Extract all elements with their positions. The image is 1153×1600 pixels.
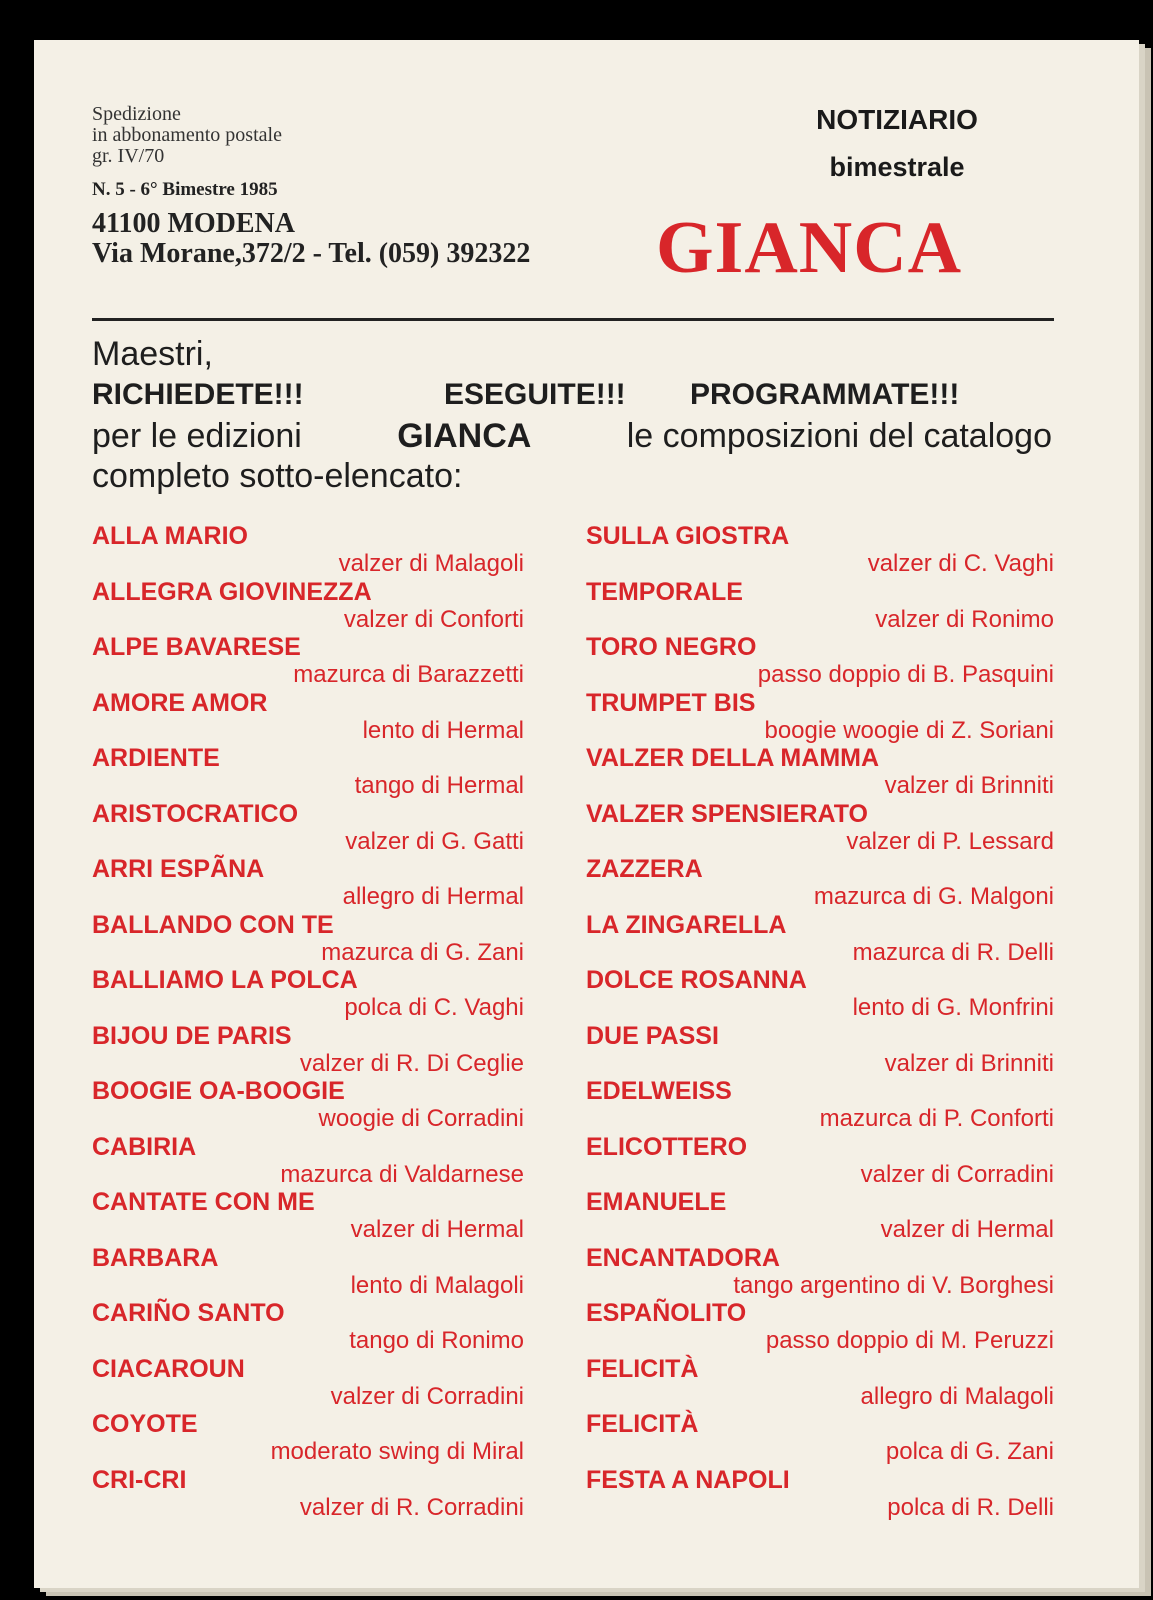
song-description: mazurca di Valdarnese bbox=[280, 1160, 524, 1188]
song-description: woogie di Corradini bbox=[318, 1105, 524, 1132]
catalog-entry bbox=[92, 689, 524, 745]
song-title: FELICITÀ bbox=[586, 1410, 699, 1438]
song-title: EDELWEISS bbox=[586, 1077, 732, 1105]
catalog-entry bbox=[92, 1244, 524, 1300]
catalog-entry bbox=[92, 855, 524, 911]
song-description: passo doppio di B. Pasquini bbox=[757, 661, 1054, 688]
song-description: allegro di Hermal bbox=[342, 883, 524, 910]
catalog-entry bbox=[92, 1077, 524, 1133]
song-description: mazurca di R. Delli bbox=[852, 938, 1054, 966]
song-description: tango argentino di V. Borghesi bbox=[733, 1271, 1054, 1299]
intro-text bbox=[92, 334, 1052, 496]
catalog-entry bbox=[586, 744, 1054, 800]
song-title: ARISTOCRATICO bbox=[92, 799, 299, 828]
song-title: BALLANDO CON TE bbox=[92, 910, 334, 939]
song-description: valzer di G. Gatti bbox=[345, 827, 524, 855]
song-title: BARBARA bbox=[92, 1243, 219, 1272]
catalog-entry bbox=[92, 522, 524, 578]
song-description: valzer di R. Corradini bbox=[299, 1493, 524, 1521]
catalog-entry bbox=[92, 1299, 524, 1355]
song-description: tango di Hermal bbox=[354, 772, 524, 799]
song-title: BOOGIE OA-BOOGIE bbox=[92, 1077, 345, 1105]
intro-calls bbox=[92, 374, 1052, 416]
newsletter-label: NOTIZIARIO bbox=[816, 104, 978, 135]
catalog-left-column bbox=[92, 522, 524, 1521]
song-title: FESTA A NAPOLI bbox=[586, 1465, 790, 1494]
catalog-entry bbox=[92, 1355, 524, 1411]
song-description: polca di C. Vaghi bbox=[344, 994, 524, 1021]
catalog-entry bbox=[586, 1133, 1054, 1189]
catalog-entry bbox=[92, 578, 524, 634]
intro-greeting: Maestri, bbox=[92, 335, 213, 373]
song-title: CARIÑO SANTO bbox=[92, 1299, 285, 1327]
postal-line: Spedizione bbox=[92, 103, 181, 125]
address: Via Morane,372/2 - Tel. (059) 392322 bbox=[92, 238, 531, 269]
brand-logo: GIANCA bbox=[656, 207, 963, 289]
newsletter-page bbox=[34, 40, 1139, 1588]
catalog-entry bbox=[586, 1188, 1054, 1244]
frequency-label: bimestrale bbox=[829, 152, 965, 182]
city: 41100 MODENA bbox=[92, 208, 295, 239]
song-description: valzer di Brinniti bbox=[884, 772, 1054, 799]
song-description: polca di R. Delli bbox=[887, 1493, 1054, 1521]
intro-brand: GIANCA bbox=[397, 417, 532, 455]
song-title: ESPAÑOLITO bbox=[586, 1299, 747, 1327]
catalog-entry bbox=[92, 633, 524, 689]
song-title: COYOTE bbox=[92, 1410, 198, 1438]
song-description: polca di G. Zani bbox=[885, 1438, 1054, 1465]
catalog-entry bbox=[586, 1022, 1054, 1078]
song-title: TORO NEGRO bbox=[586, 633, 757, 661]
call-richiedete: RICHIEDETE!!! bbox=[92, 378, 304, 411]
song-title: BALLIAMO LA POLCA bbox=[92, 966, 358, 994]
song-title: VALZER SPENSIERATO bbox=[586, 799, 868, 828]
intro-line bbox=[92, 416, 1052, 456]
song-title: DUE PASSI bbox=[586, 1021, 719, 1050]
song-title: CRI-CRI bbox=[92, 1465, 187, 1494]
song-title: ARRI ESPÃNA bbox=[92, 855, 265, 883]
song-description: mazurca di P. Conforti bbox=[819, 1105, 1054, 1132]
catalog-entry bbox=[586, 1466, 1054, 1522]
catalog-entry bbox=[92, 1188, 524, 1244]
song-description: valzer di C. Vaghi bbox=[867, 550, 1054, 577]
song-description: valzer di Corradini bbox=[860, 1160, 1054, 1188]
song-description: lento di G. Monfrini bbox=[852, 994, 1054, 1021]
song-title: ALLEGRA GIOVINEZZA bbox=[92, 577, 372, 606]
song-title: ZAZZERA bbox=[586, 855, 703, 883]
catalog-entry bbox=[92, 966, 524, 1022]
song-description: tango di Ronimo bbox=[349, 1327, 524, 1354]
song-title: ENCANTADORA bbox=[586, 1243, 780, 1272]
song-title: CIACAROUN bbox=[92, 1354, 245, 1383]
catalog-entry bbox=[586, 578, 1054, 634]
song-description: valzer di P. Lessard bbox=[846, 827, 1054, 855]
song-title: TRUMPET BIS bbox=[586, 688, 756, 717]
song-title: VALZER DELLA MAMMA bbox=[586, 744, 880, 772]
catalog-entry bbox=[586, 966, 1054, 1022]
intro-line-end: completo sotto-elencato: bbox=[92, 457, 463, 495]
catalog-entry bbox=[92, 1022, 524, 1078]
song-description: allegro di Malagoli bbox=[860, 1382, 1054, 1410]
song-description: lento di Hermal bbox=[362, 716, 524, 744]
catalog-entry bbox=[92, 1466, 524, 1522]
call-eseguite: ESEGUITE!!! bbox=[444, 378, 626, 411]
song-description: valzer di R. Di Ceglie bbox=[299, 1049, 524, 1077]
song-description: valzer di Ronimo bbox=[875, 605, 1054, 633]
song-description: mazurca di G. Zani bbox=[321, 938, 524, 966]
song-description: lento di Malagoli bbox=[350, 1271, 524, 1299]
song-description: valzer di Hermal bbox=[880, 1216, 1054, 1243]
catalog-entry bbox=[586, 911, 1054, 967]
song-description: mazurca di Barazzetti bbox=[293, 661, 524, 688]
masthead-left bbox=[92, 104, 530, 269]
song-title: SULLA GIOSTRA bbox=[586, 522, 790, 550]
song-title: ARDIENTE bbox=[92, 744, 220, 772]
song-description: valzer di Hermal bbox=[350, 1216, 524, 1243]
song-description: valzer di Conforti bbox=[343, 605, 524, 633]
catalog-right-column bbox=[586, 522, 1054, 1521]
catalog-entry bbox=[92, 911, 524, 967]
song-title: AMORE AMOR bbox=[92, 688, 268, 717]
song-description: moderato swing di Miral bbox=[270, 1438, 524, 1465]
song-title: ALLA MARIO bbox=[92, 522, 248, 550]
song-title: LA ZINGARELLA bbox=[586, 910, 787, 939]
catalog-entry bbox=[586, 1355, 1054, 1411]
catalog-entry bbox=[586, 1077, 1054, 1133]
song-description: boogie woogie di Z. Soriani bbox=[764, 716, 1054, 744]
postal-line: in abbonamento postale bbox=[92, 124, 282, 146]
song-description: valzer di Corradini bbox=[330, 1382, 524, 1410]
catalog-entry bbox=[92, 1410, 524, 1466]
song-title: DOLCE ROSANNA bbox=[586, 966, 807, 994]
catalog-entry bbox=[586, 522, 1054, 578]
song-title: EMANUELE bbox=[586, 1188, 727, 1216]
song-title: BIJOU DE PARIS bbox=[92, 1021, 292, 1050]
song-title: ALPE BAVARESE bbox=[92, 633, 301, 661]
postal-note bbox=[92, 104, 530, 167]
song-title: FELICITÀ bbox=[586, 1354, 699, 1383]
masthead-right bbox=[674, 104, 1094, 183]
intro-text-b: le composizioni del catalogo bbox=[626, 417, 1052, 455]
song-description: passo doppio di M. Peruzzi bbox=[765, 1327, 1054, 1354]
song-title: CABIRIA bbox=[92, 1132, 197, 1161]
header-divider bbox=[92, 318, 1054, 321]
intro-text-a: per le edizioni bbox=[92, 417, 302, 455]
song-description: mazurca di G. Malgoni bbox=[813, 883, 1054, 910]
catalog-entry bbox=[92, 744, 524, 800]
song-description: valzer di Malagoli bbox=[338, 550, 524, 577]
catalog-entry bbox=[586, 855, 1054, 911]
catalog-entry bbox=[586, 1299, 1054, 1355]
catalog-entry bbox=[586, 633, 1054, 689]
postal-line: gr. IV/70 bbox=[92, 145, 165, 167]
catalog-entry bbox=[586, 1410, 1054, 1466]
catalog-entry bbox=[92, 1133, 524, 1189]
song-title: ELICOTTERO bbox=[586, 1132, 748, 1161]
song-description: valzer di Brinniti bbox=[884, 1049, 1054, 1077]
catalog-entry bbox=[92, 800, 524, 856]
catalog-entry bbox=[586, 800, 1054, 856]
song-title: TEMPORALE bbox=[586, 577, 743, 606]
call-programmate: PROGRAMMATE!!! bbox=[690, 378, 960, 411]
issue-number: N. 5 - 6° Bimestre 1985 bbox=[92, 179, 278, 200]
catalog-entry bbox=[586, 689, 1054, 745]
catalog-entry bbox=[586, 1244, 1054, 1300]
song-title: CANTATE CON ME bbox=[92, 1188, 315, 1216]
